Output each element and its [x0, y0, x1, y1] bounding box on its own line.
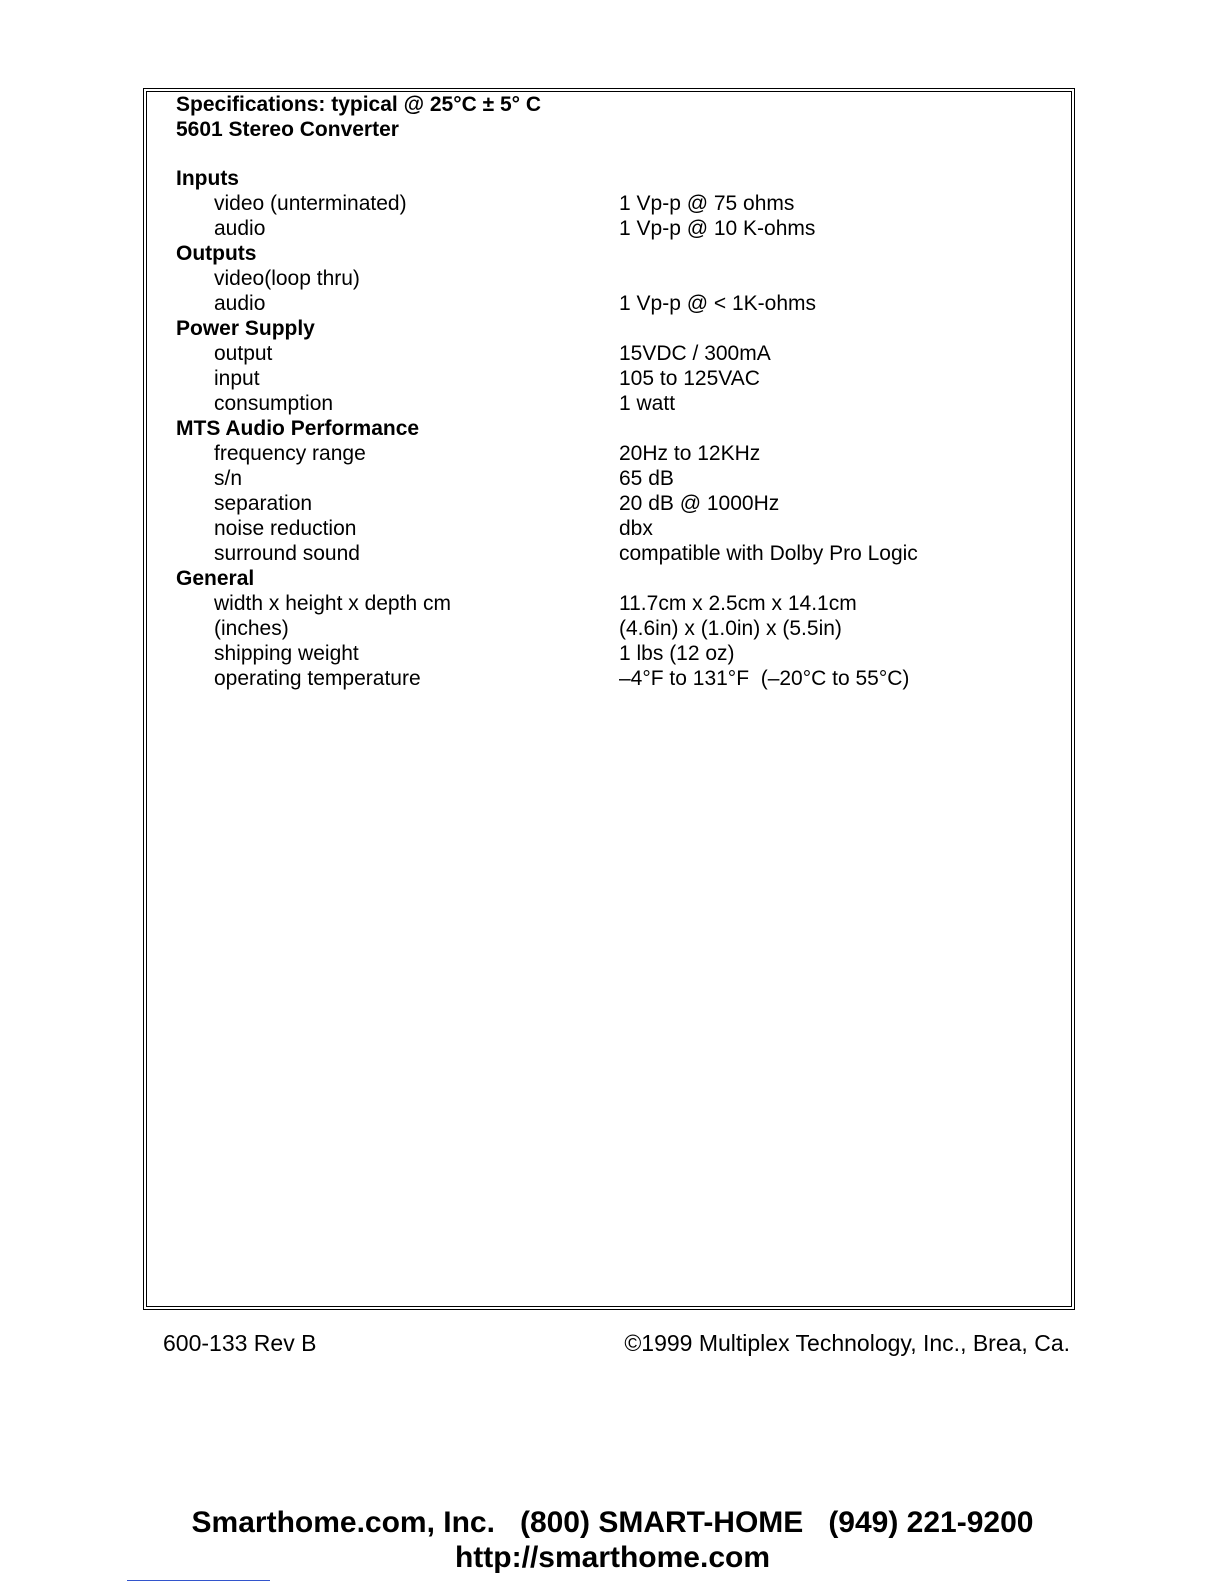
spec-value: 1 watt: [619, 392, 676, 415]
spec-value: 105 to 125VAC: [619, 367, 760, 390]
spec-value: (4.6in) x (1.0in) x (5.5in): [619, 617, 842, 640]
spec-value: 20 dB @ 1000Hz: [619, 492, 780, 515]
section-outputs: Outputs: [176, 242, 257, 265]
page-edge-underline: [127, 1580, 270, 1581]
spec-value: 1 Vp-p @ 75 ohms: [619, 192, 795, 215]
spec-value: 1 Vp-p @ 10 K-ohms: [619, 217, 816, 240]
spec-label: audio: [214, 292, 266, 315]
spec-label: frequency range: [214, 442, 366, 465]
spec-label: shipping weight: [214, 642, 359, 665]
spec-label: output: [214, 342, 273, 365]
section-mts-audio-performance: MTS Audio Performance: [176, 417, 420, 440]
spec-value: dbx: [619, 517, 653, 540]
company-contact-line: Smarthome.com, Inc. (800) SMART-HOME (949) 221-9200: [191, 1506, 1034, 1539]
spec-value: compatible with Dolby Pro Logic: [619, 542, 918, 565]
spec-label: audio: [214, 217, 266, 240]
spec-label: video(loop thru): [214, 267, 360, 290]
spec-label: noise reduction: [214, 517, 357, 540]
spec-label: (inches): [214, 617, 289, 640]
spec-value: 11.7cm x 2.5cm x 14.1cm: [619, 592, 857, 615]
spec-label: input: [214, 367, 260, 390]
section-inputs: Inputs: [176, 167, 239, 190]
spec-label: surround sound: [214, 542, 360, 565]
spec-label: video (unterminated): [214, 192, 407, 215]
document-number: 600-133 Rev B: [163, 1330, 317, 1356]
spec-value: 20Hz to 12KHz: [619, 442, 761, 465]
spec-value: 1 lbs (12 oz): [619, 642, 735, 665]
product-name-heading: 5601 Stereo Converter: [176, 118, 399, 141]
spec-conditions-heading: Specifications: typical @ 25°C ± 5° C: [176, 93, 542, 116]
copyright-notice: ©1999 Multiplex Technology, Inc., Brea, Ca.: [624, 1330, 1070, 1356]
spec-value: 1 Vp-p @ < 1K-ohms: [619, 292, 816, 315]
website-url: http://smarthome.com: [454, 1541, 771, 1574]
spec-label: width x height x depth cm: [214, 592, 451, 615]
section-power-supply: Power Supply: [176, 317, 315, 340]
spec-label: separation: [214, 492, 313, 515]
spec-label: consumption: [214, 392, 334, 415]
spec-label: s/n: [214, 467, 243, 490]
spec-value: 65 dB: [619, 467, 674, 490]
spec-value: 15VDC / 300mA: [619, 342, 771, 365]
spec-value: –4°F to 131°F (–20°C to 55°C): [619, 667, 910, 690]
spec-label: operating temperature: [214, 667, 421, 690]
section-general: General: [176, 567, 255, 590]
